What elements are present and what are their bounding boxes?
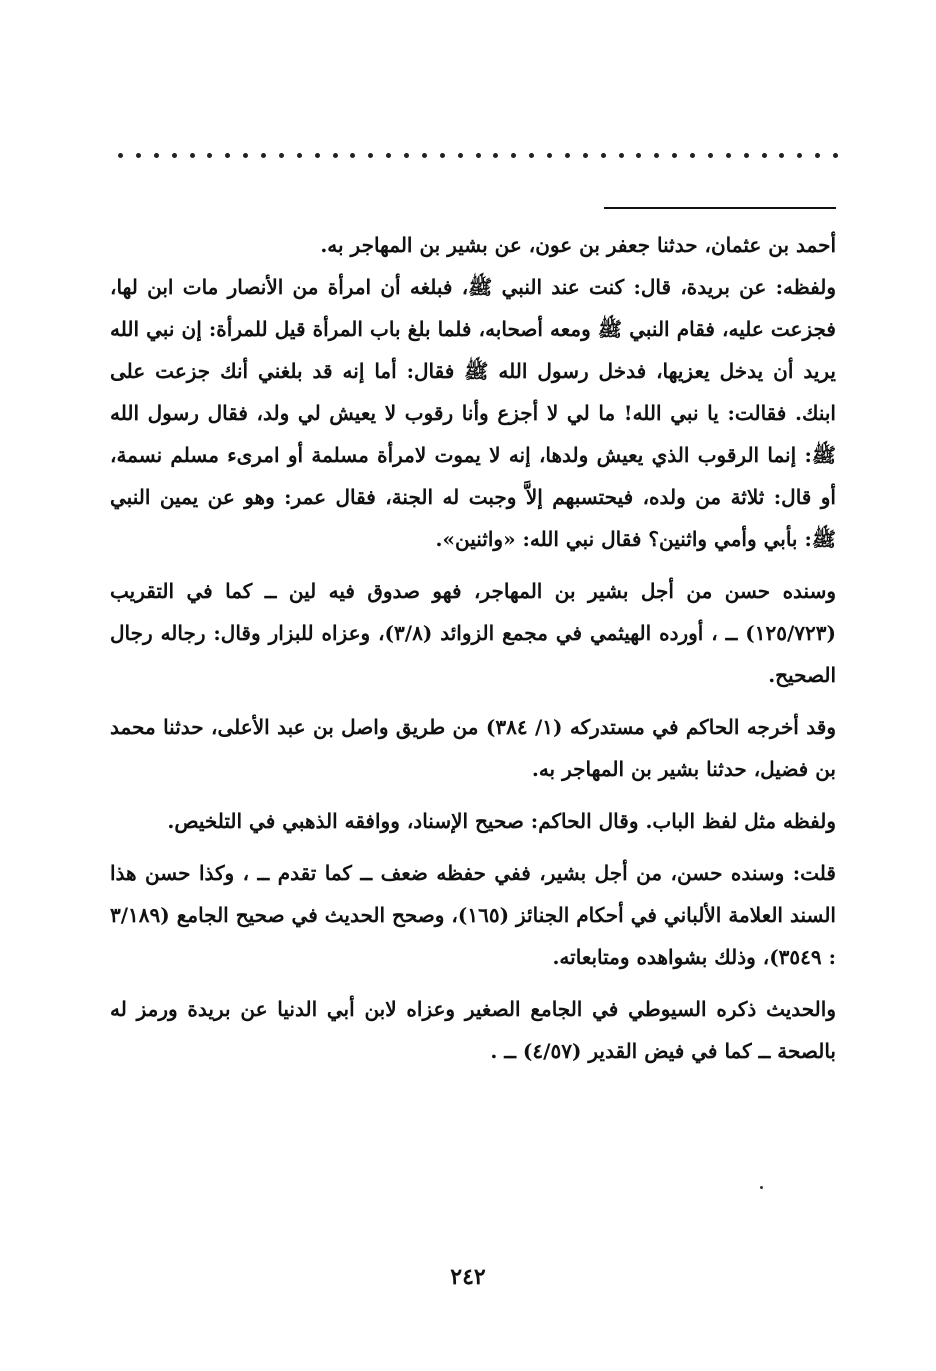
separator-dot (726, 153, 731, 158)
separator-dot (654, 153, 659, 158)
separator-dot (708, 153, 713, 158)
separator-dot (619, 153, 624, 158)
separator-dot (762, 153, 767, 158)
separator-dot (404, 153, 409, 158)
paragraph-sanad-grading: وسنده حسن من أجل بشير بن المهاجر، فهو صدوق فيه لين ــ كما في التقريب (١٢٥/٧٢٣) ــ ، أورده الهيثمي في مجمع الزوائد (٣/٨)، وعزاه للبزار وقال: رجاله رجال الصحيح. (110, 579, 836, 687)
separator-dot (243, 153, 248, 158)
separator-dot (225, 153, 230, 158)
separator-dot (636, 153, 641, 158)
separator-dot (118, 153, 123, 158)
separator-dot (493, 153, 498, 158)
page-number: ٢٤٢ (450, 1264, 486, 1290)
scan-speck (760, 1186, 763, 1189)
separator-dot (333, 153, 338, 158)
paragraph-isnad: أحمد بن عثمان، حدثنا جعفر بن عون، عن بشير بن المهاجر به. (320, 233, 836, 257)
separator-dot (672, 153, 677, 158)
separator-dot (315, 153, 320, 158)
separator-dot (368, 153, 373, 158)
separator-dot (601, 153, 606, 158)
separator-dot (154, 153, 159, 158)
separator-dot (565, 153, 570, 158)
dotted-separator (118, 140, 838, 170)
separator-dot (261, 153, 266, 158)
separator-dot (136, 153, 141, 158)
separator-dot (279, 153, 284, 158)
separator-dot (458, 153, 463, 158)
separator-dot (422, 153, 427, 158)
separator-dot (476, 153, 481, 158)
paragraph-author-comment: قلت: وسنده حسن، من أجل بشير، ففي حفظه ضعف ــ كما تقدم ــ ، وكذا حسن هذا السند العلامة الألباني في أحكام الجنائز (١٦٥)، وصحح الحديث في صحيح الجامع (٣/١٨٩ : ٣٥٤٩)، وذلك بشواهده ومتابعاته. (110, 861, 836, 969)
footnote-rule (604, 207, 836, 209)
separator-dot (386, 153, 391, 158)
separator-dot (690, 153, 695, 158)
separator-dot (172, 153, 177, 158)
separator-dot (797, 153, 802, 158)
paragraph-suyuti-reference: والحديث ذكره السيوطي في الجامع الصغير وعزاه لابن أبي الدنيا عن بريدة ورمز له بالصحة ــ كما في فيض القدير (٤/٥٧) ــ . (110, 997, 836, 1063)
separator-dot (833, 153, 838, 158)
separator-dot (744, 153, 749, 158)
paragraph-hadith-text: ولفظه: عن بريدة، قال: كنت عند النبي ﷺ، فبلغه أن امرأة من الأنصار مات ابن لها، فجزعت عليه، فقام النبي ﷺ ومعه أصحابه، فلما بلغ باب المرأة قيل للمرأة: إن نبي الله يريد أن يدخل يعزيها، فدخل رسول الله ﷺ فقال: أما إنه قد بلغني أنك جزعت على ابنك. فقالت: يا نبي الله! ما لي لا أجزع وأنا رقوب لا يعيش لي ولد، فقال رسول الله ﷺ: إنما الرقوب الذي يعيش ولدها، إنه لا يموت لامرأة مسلمة أو امرىء مسلم نسمة، أو قال: ثلاثة من ولده، فيحتسبهم إلاَّ وجبت له الجنة، فقال عمر: وهو عن يمين النبي ﷺ: بأبي وأمي واثنين؟ فقال نبي الله: «واثنين». (110, 275, 836, 551)
separator-dot (440, 153, 445, 158)
separator-dot (583, 153, 588, 158)
paragraph-hakim-source: وقد أخرجه الحاكم في مستدركه (١/ ٣٨٤) من طريق واصل بن عبد الأعلى، حدثنا محمد بن فضيل، حدثنا بشير بن المهاجر به. (110, 715, 836, 781)
separator-dot (547, 153, 552, 158)
separator-dot (529, 153, 534, 158)
separator-dot (815, 153, 820, 158)
separator-dot (297, 153, 302, 158)
separator-dot (207, 153, 212, 158)
separator-dot (190, 153, 195, 158)
separator-dot (779, 153, 784, 158)
body-text (110, 224, 836, 1072)
paragraph-hakim-grading: ولفظه مثل لفظ الباب. وقال الحاكم: صحيح الإسناد، ووافقه الذهبي في التلخيص. (167, 809, 836, 833)
separator-dot (350, 153, 355, 158)
separator-dot (511, 153, 516, 158)
